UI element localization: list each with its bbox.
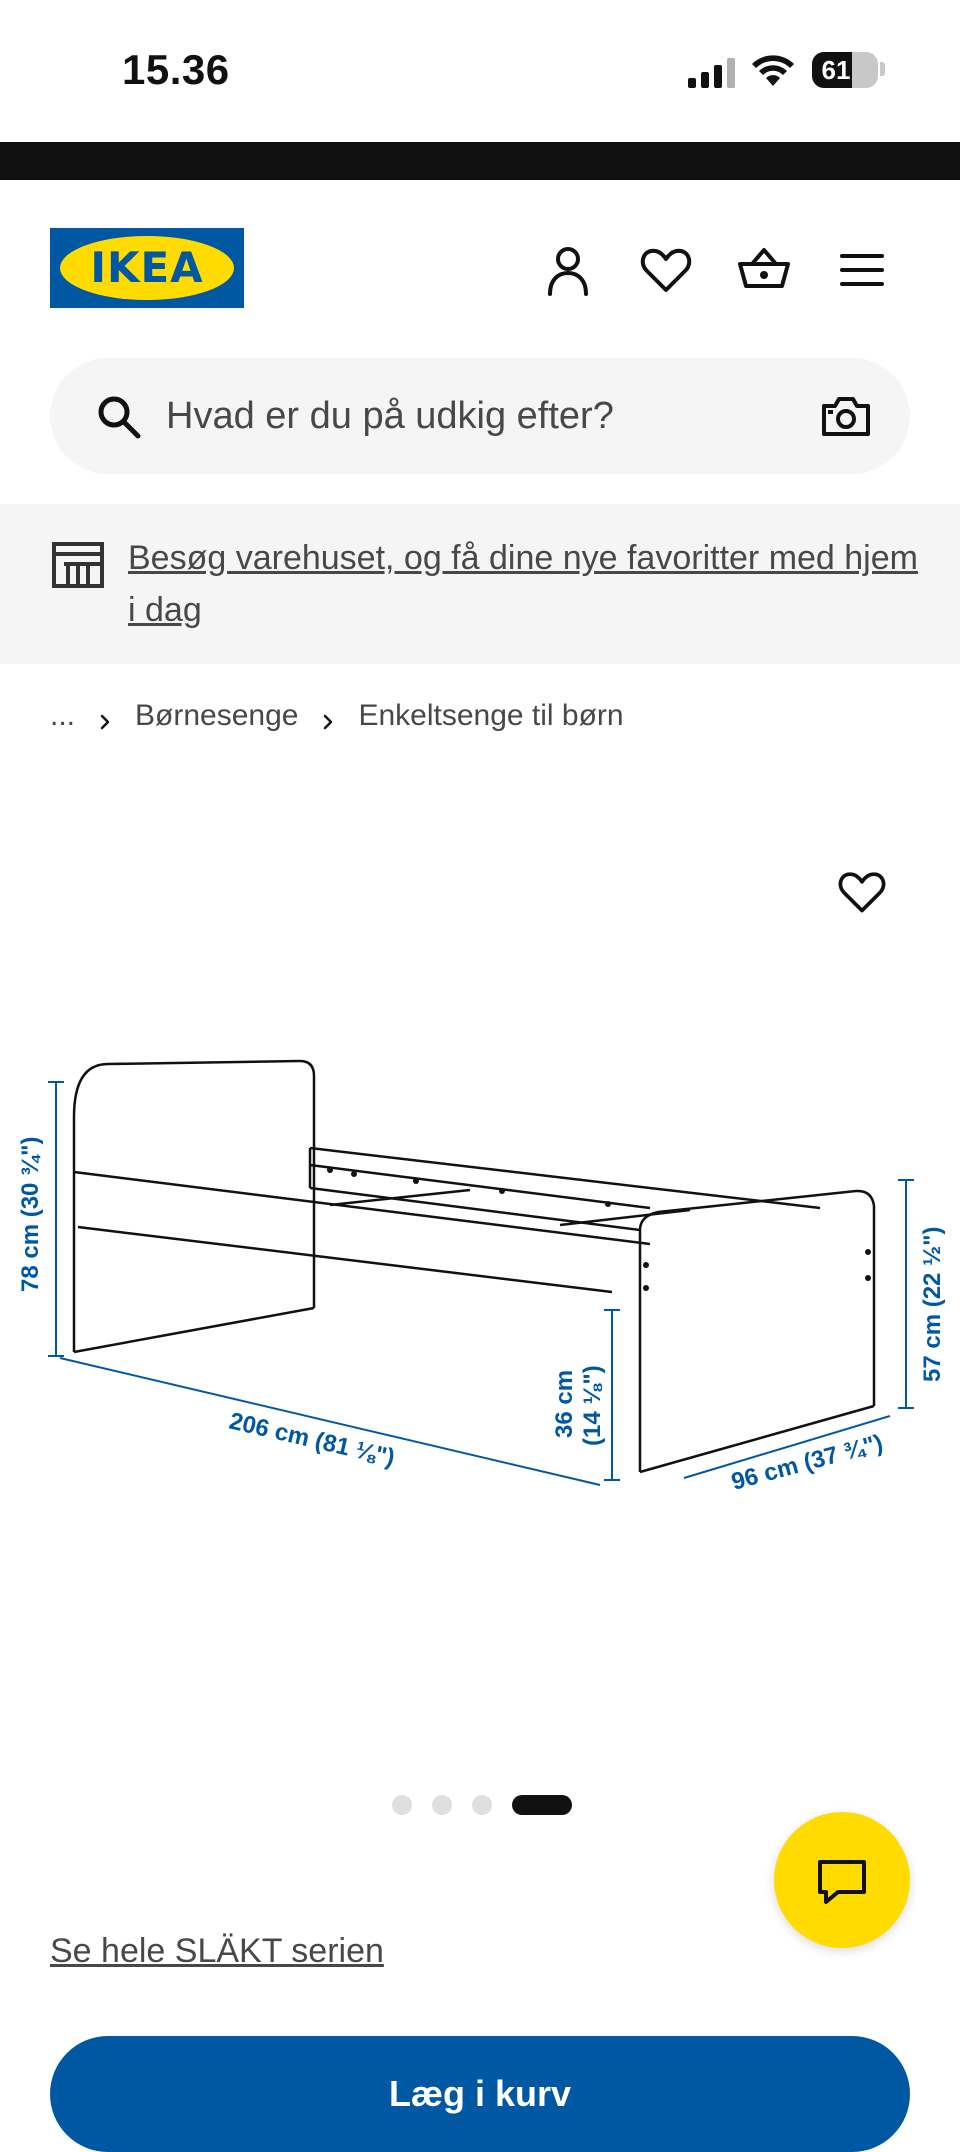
chat-button[interactable] bbox=[774, 1812, 910, 1948]
breadcrumb-item-enkeltsenge[interactable]: Enkeltsenge til børn bbox=[358, 699, 624, 732]
ikea-logo[interactable] bbox=[50, 228, 244, 308]
breadcrumb bbox=[50, 696, 624, 736]
add-to-cart-button[interactable]: Læg i kurv bbox=[50, 2036, 910, 2152]
carousel-dot[interactable] bbox=[392, 1795, 412, 1815]
bed-dimension-drawing bbox=[0, 1020, 960, 1640]
product-dimension-image[interactable] bbox=[0, 1020, 960, 1640]
store-icon bbox=[50, 540, 106, 590]
battery-percent: 61 bbox=[821, 55, 851, 85]
basket-icon[interactable] bbox=[736, 242, 792, 298]
dim-height-footboard: 57 cm (22 ½") bbox=[919, 1226, 946, 1382]
signal-icon bbox=[688, 58, 736, 88]
dim-width: 96 cm (37 ¾") bbox=[728, 1429, 886, 1496]
dimension-lines bbox=[48, 1082, 914, 1485]
breadcrumb-ellipsis[interactable]: ... bbox=[50, 699, 76, 732]
carousel-dot[interactable] bbox=[432, 1795, 452, 1815]
battery-cap bbox=[880, 62, 885, 76]
carousel-pagination[interactable] bbox=[392, 1794, 572, 1816]
dim-length: 206 cm (81 ⅛") bbox=[226, 1407, 398, 1472]
add-to-favourites-button[interactable] bbox=[836, 866, 888, 918]
battery-icon bbox=[812, 52, 878, 88]
top-banner-strip bbox=[0, 142, 960, 180]
logo-text: IKEA bbox=[90, 243, 204, 292]
series-link[interactable]: Se hele SLÄKT serien bbox=[50, 1932, 384, 1970]
chat-bubble-icon bbox=[814, 1854, 870, 1910]
heart-icon[interactable] bbox=[638, 242, 694, 298]
status-time: 15.36 bbox=[122, 46, 230, 93]
store-visit-banner[interactable] bbox=[0, 504, 960, 664]
carousel-dot[interactable] bbox=[472, 1795, 492, 1815]
hamburger-menu-icon[interactable] bbox=[834, 242, 890, 298]
breadcrumb-item-boernesenge[interactable]: Børnesenge bbox=[135, 699, 299, 732]
user-icon[interactable] bbox=[540, 242, 596, 298]
wifi-icon bbox=[752, 54, 794, 88]
heart-icon bbox=[836, 866, 888, 918]
search-icon bbox=[94, 392, 144, 442]
status-bar bbox=[0, 0, 960, 142]
dim-height-headboard: 78 cm (30 ¾") bbox=[17, 1136, 44, 1292]
camera-icon[interactable] bbox=[818, 388, 874, 444]
dim-under-bed-inches: (14 ⅛") bbox=[579, 1365, 606, 1446]
store-visit-link[interactable]: Besøg varehuset, og få dine nye favoritter med hjem i dag bbox=[128, 539, 918, 629]
carousel-dot-active[interactable] bbox=[512, 1795, 572, 1815]
chevron-right-icon bbox=[318, 706, 338, 726]
search-input[interactable]: Hvad er du på udkig efter? bbox=[166, 395, 614, 437]
site-header bbox=[0, 180, 960, 340]
bed-line-drawing bbox=[74, 1061, 874, 1472]
dim-under-bed: 36 cm bbox=[551, 1369, 578, 1438]
bed-screws bbox=[327, 1167, 871, 1291]
chevron-right-icon bbox=[95, 706, 115, 726]
search-bar[interactable] bbox=[50, 358, 910, 474]
